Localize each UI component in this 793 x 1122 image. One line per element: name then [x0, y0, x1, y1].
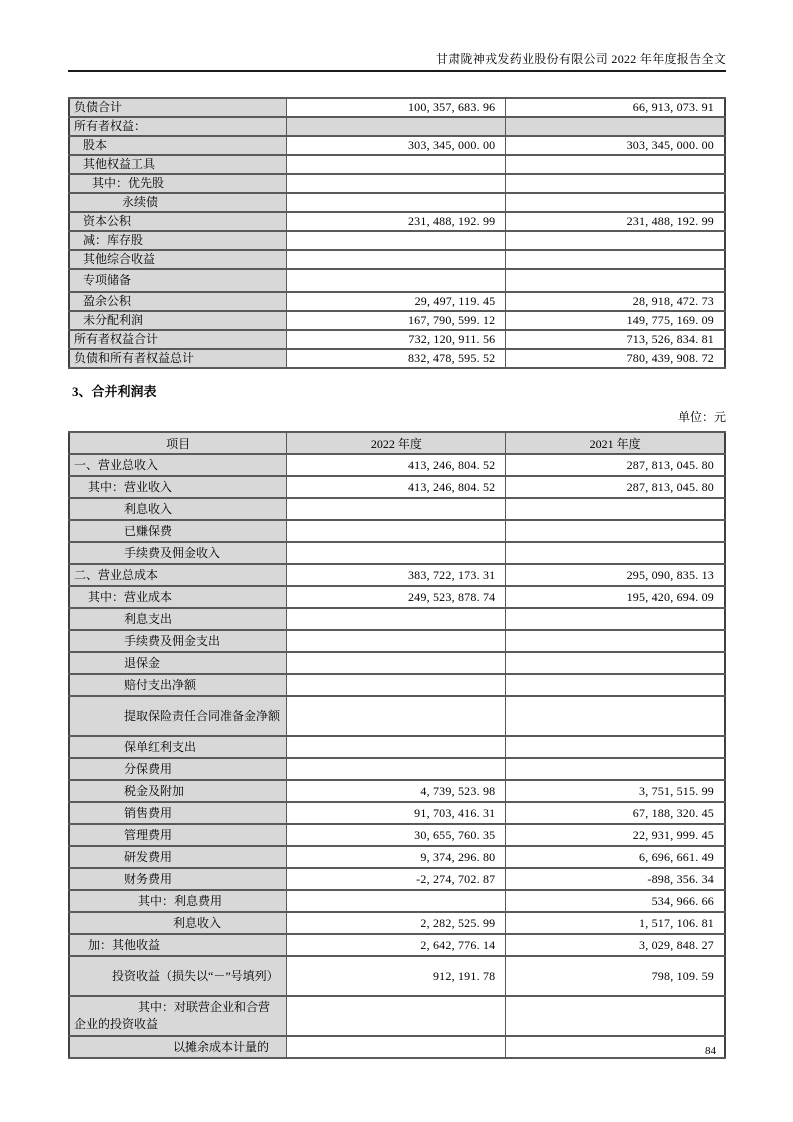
value-2021-cell: 67, 188, 320. 45 — [506, 802, 725, 824]
row-label-cell: 其中：营业收入 — [69, 476, 287, 498]
value-2022-cell: 100, 357, 683. 96 — [287, 98, 506, 117]
table-row — [69, 758, 725, 780]
value-2021-cell — [506, 250, 725, 269]
row-label-cell: 永续债 — [69, 193, 287, 212]
value-2022-cell: 9, 374, 296. 80 — [287, 846, 506, 868]
table-row — [69, 498, 725, 520]
value-2021-cell: 231, 488, 192. 99 — [506, 212, 725, 231]
table-row — [69, 996, 725, 1036]
table-row — [69, 630, 725, 652]
row-label-cell: 负债和所有者权益总计 — [69, 349, 287, 368]
table-row — [69, 250, 725, 269]
row-label-cell: 分保费用 — [69, 758, 287, 780]
table-row — [69, 674, 725, 696]
table-row — [69, 212, 725, 231]
table-row — [69, 520, 725, 542]
unit-note: 单位：元 — [677, 410, 726, 424]
income-statement-table — [68, 431, 726, 1059]
table-row — [69, 155, 725, 174]
value-2021-cell — [506, 117, 725, 136]
table-row — [69, 136, 725, 155]
value-2022-cell — [287, 890, 506, 912]
value-2022-cell: 732, 120, 911. 56 — [287, 330, 506, 349]
row-label-cell: 所有者权益合计 — [69, 330, 287, 349]
column-header-2021: 2021 年度 — [506, 432, 725, 454]
row-label-cell: 退保金 — [69, 652, 287, 674]
balance-sheet-table — [68, 97, 726, 369]
value-2021-cell: 287, 813, 045. 80 — [506, 454, 725, 476]
value-2021-cell — [506, 231, 725, 250]
row-label-cell: 资本公积 — [69, 212, 287, 231]
table-header-row — [69, 432, 725, 454]
row-label-cell: 保单红利支出 — [69, 736, 287, 758]
value-2022-cell — [287, 155, 506, 174]
value-2021-cell: 149, 775, 169. 09 — [506, 311, 725, 330]
value-2021-cell: 6, 696, 661. 49 — [506, 846, 725, 868]
document-header — [68, 0, 726, 66]
table-row — [69, 542, 725, 564]
value-2022-cell — [287, 736, 506, 758]
value-2022-cell — [287, 542, 506, 564]
row-label-cell: 其中：优先股 — [69, 174, 287, 193]
value-2021-cell — [506, 193, 725, 212]
value-2021-cell — [506, 674, 725, 696]
row-label-cell: 减：库存股 — [69, 231, 287, 250]
value-2021-cell: 295, 090, 835. 13 — [506, 564, 725, 586]
table-row — [69, 934, 725, 956]
table-row — [69, 912, 725, 934]
value-2022-cell — [287, 520, 506, 542]
value-2021-cell: 303, 345, 000. 00 — [506, 136, 725, 155]
row-label-cell: 手续费及佣金支出 — [69, 630, 287, 652]
table-row — [69, 349, 725, 368]
section-heading: 3、合并利润表 — [72, 384, 157, 399]
value-2022-cell — [287, 652, 506, 674]
value-2022-cell — [287, 193, 506, 212]
table-row — [69, 564, 725, 586]
value-2021-cell — [506, 269, 725, 292]
table-row — [69, 846, 725, 868]
value-2022-cell — [287, 608, 506, 630]
table-row — [69, 652, 725, 674]
row-label-cell: 以摊余成本计量的 — [69, 1036, 287, 1058]
row-label-cell: 所有者权益： — [69, 117, 287, 136]
value-2022-cell — [287, 117, 506, 136]
value-2022-cell: 231, 488, 192. 99 — [287, 212, 506, 231]
row-label-cell: 研发费用 — [69, 846, 287, 868]
value-2022-cell: 30, 655, 760. 35 — [287, 824, 506, 846]
value-2022-cell — [287, 696, 506, 736]
value-2021-cell — [506, 696, 725, 736]
table-row — [69, 890, 725, 912]
page-content — [68, 0, 726, 1059]
value-2021-cell: 66, 913, 073. 91 — [506, 98, 725, 117]
value-2021-cell — [506, 608, 725, 630]
table-row — [69, 696, 725, 736]
row-label-cell: 二、营业总成本 — [69, 564, 287, 586]
row-label-cell: 加：其他收益 — [69, 934, 287, 956]
value-2021-cell — [506, 174, 725, 193]
row-label-cell: 手续费及佣金收入 — [69, 542, 287, 564]
value-2022-cell — [287, 231, 506, 250]
value-2022-cell: 303, 345, 000. 00 — [287, 136, 506, 155]
row-label-cell: 其他综合收益 — [69, 250, 287, 269]
table-row — [69, 736, 725, 758]
row-label-cell: 一、营业总收入 — [69, 454, 287, 476]
header-rule — [68, 70, 726, 72]
value-2021-cell: 22, 931, 999. 45 — [506, 824, 725, 846]
value-2021-cell — [506, 155, 725, 174]
value-2022-cell — [287, 758, 506, 780]
table-row — [69, 292, 725, 311]
table-row — [69, 608, 725, 630]
value-2021-cell: 713, 526, 834. 81 — [506, 330, 725, 349]
value-2022-cell: 832, 478, 595. 52 — [287, 349, 506, 368]
column-header-2022: 2022 年度 — [287, 432, 506, 454]
table-row — [69, 802, 725, 824]
row-label-cell: 已赚保费 — [69, 520, 287, 542]
value-2022-cell — [287, 996, 506, 1036]
row-label-cell: 其中：营业成本 — [69, 586, 287, 608]
value-2022-cell — [287, 250, 506, 269]
table-row — [69, 586, 725, 608]
value-2022-cell: 413, 246, 804. 52 — [287, 476, 506, 498]
table-row — [69, 868, 725, 890]
row-label-cell: 未分配利润 — [69, 311, 287, 330]
table-row — [69, 231, 725, 250]
value-2021-cell: 1, 517, 106. 81 — [506, 912, 725, 934]
table-row — [69, 174, 725, 193]
value-2021-cell — [506, 542, 725, 564]
page-number: 84 — [705, 1045, 716, 1057]
column-header-item: 项目 — [69, 432, 287, 454]
table-row — [69, 956, 725, 996]
row-label-cell: 其他权益工具 — [69, 155, 287, 174]
table-row — [69, 117, 725, 136]
table-row — [69, 454, 725, 476]
row-label-cell: 利息支出 — [69, 608, 287, 630]
row-label-cell: 利息收入 — [69, 498, 287, 520]
table-row — [69, 193, 725, 212]
row-label-cell: 其中：对联营企业和合营企业的投资收益 — [69, 996, 287, 1036]
value-2022-cell — [287, 1036, 506, 1058]
value-2021-cell: 28, 918, 472. 73 — [506, 292, 725, 311]
row-label-cell: 赔付支出净额 — [69, 674, 287, 696]
value-2021-cell: 3, 029, 848. 27 — [506, 934, 725, 956]
table-row — [69, 780, 725, 802]
row-label-cell: 提取保险责任合同准备金净额 — [69, 696, 287, 736]
value-2022-cell: 91, 703, 416. 31 — [287, 802, 506, 824]
row-label-cell: 专项储备 — [69, 269, 287, 292]
row-label-cell: 负债合计 — [69, 98, 287, 117]
row-label-cell: 股本 — [69, 136, 287, 155]
table-row — [69, 476, 725, 498]
value-2022-cell — [287, 174, 506, 193]
value-2021-cell: 195, 420, 694. 09 — [506, 586, 725, 608]
value-2021-cell — [506, 520, 725, 542]
row-label-cell: 投资收益（损失以“－”号填列） — [69, 956, 287, 996]
row-label-cell: 盈余公积 — [69, 292, 287, 311]
value-2022-cell: 912, 191. 78 — [287, 956, 506, 996]
value-2022-cell: 413, 246, 804. 52 — [287, 454, 506, 476]
table-row — [69, 330, 725, 349]
row-label-cell: 其中：利息费用 — [69, 890, 287, 912]
value-2021-cell: 534, 966. 66 — [506, 890, 725, 912]
value-2022-cell — [287, 674, 506, 696]
value-2021-cell: 3, 751, 515. 99 — [506, 780, 725, 802]
row-label-cell: 销售费用 — [69, 802, 287, 824]
value-2021-cell — [506, 498, 725, 520]
table-row — [69, 824, 725, 846]
row-label-cell: 管理费用 — [69, 824, 287, 846]
value-2022-cell: 2, 282, 525. 99 — [287, 912, 506, 934]
value-2021-cell: 780, 439, 908. 72 — [506, 349, 725, 368]
table-row — [69, 311, 725, 330]
value-2021-cell — [506, 630, 725, 652]
value-2022-cell: 29, 497, 119. 45 — [287, 292, 506, 311]
value-2021-cell — [506, 736, 725, 758]
value-2021-cell — [506, 652, 725, 674]
value-2022-cell: -2, 274, 702. 87 — [287, 868, 506, 890]
value-2022-cell — [287, 498, 506, 520]
row-label-cell: 利息收入 — [69, 912, 287, 934]
value-2022-cell — [287, 630, 506, 652]
table-row — [69, 1036, 725, 1058]
value-2022-cell: 383, 722, 173. 31 — [287, 564, 506, 586]
value-2021-cell — [506, 996, 725, 1036]
table-row — [69, 98, 725, 117]
row-label-cell: 财务费用 — [69, 868, 287, 890]
table-row — [69, 269, 725, 292]
value-2021-cell — [506, 1036, 725, 1058]
header-title: 甘肃陇神戎发药业股份有限公司 2022 年年度报告全文 — [435, 52, 726, 66]
row-label-cell: 税金及附加 — [69, 780, 287, 802]
value-2022-cell: 4, 739, 523. 98 — [287, 780, 506, 802]
value-2022-cell: 2, 642, 776. 14 — [287, 934, 506, 956]
value-2021-cell — [506, 758, 725, 780]
value-2022-cell: 167, 790, 599. 12 — [287, 311, 506, 330]
value-2022-cell: 249, 523, 878. 74 — [287, 586, 506, 608]
value-2021-cell: 287, 813, 045. 80 — [506, 476, 725, 498]
value-2022-cell — [287, 269, 506, 292]
value-2021-cell: 798, 109. 59 — [506, 956, 725, 996]
value-2021-cell: -898, 356. 34 — [506, 868, 725, 890]
